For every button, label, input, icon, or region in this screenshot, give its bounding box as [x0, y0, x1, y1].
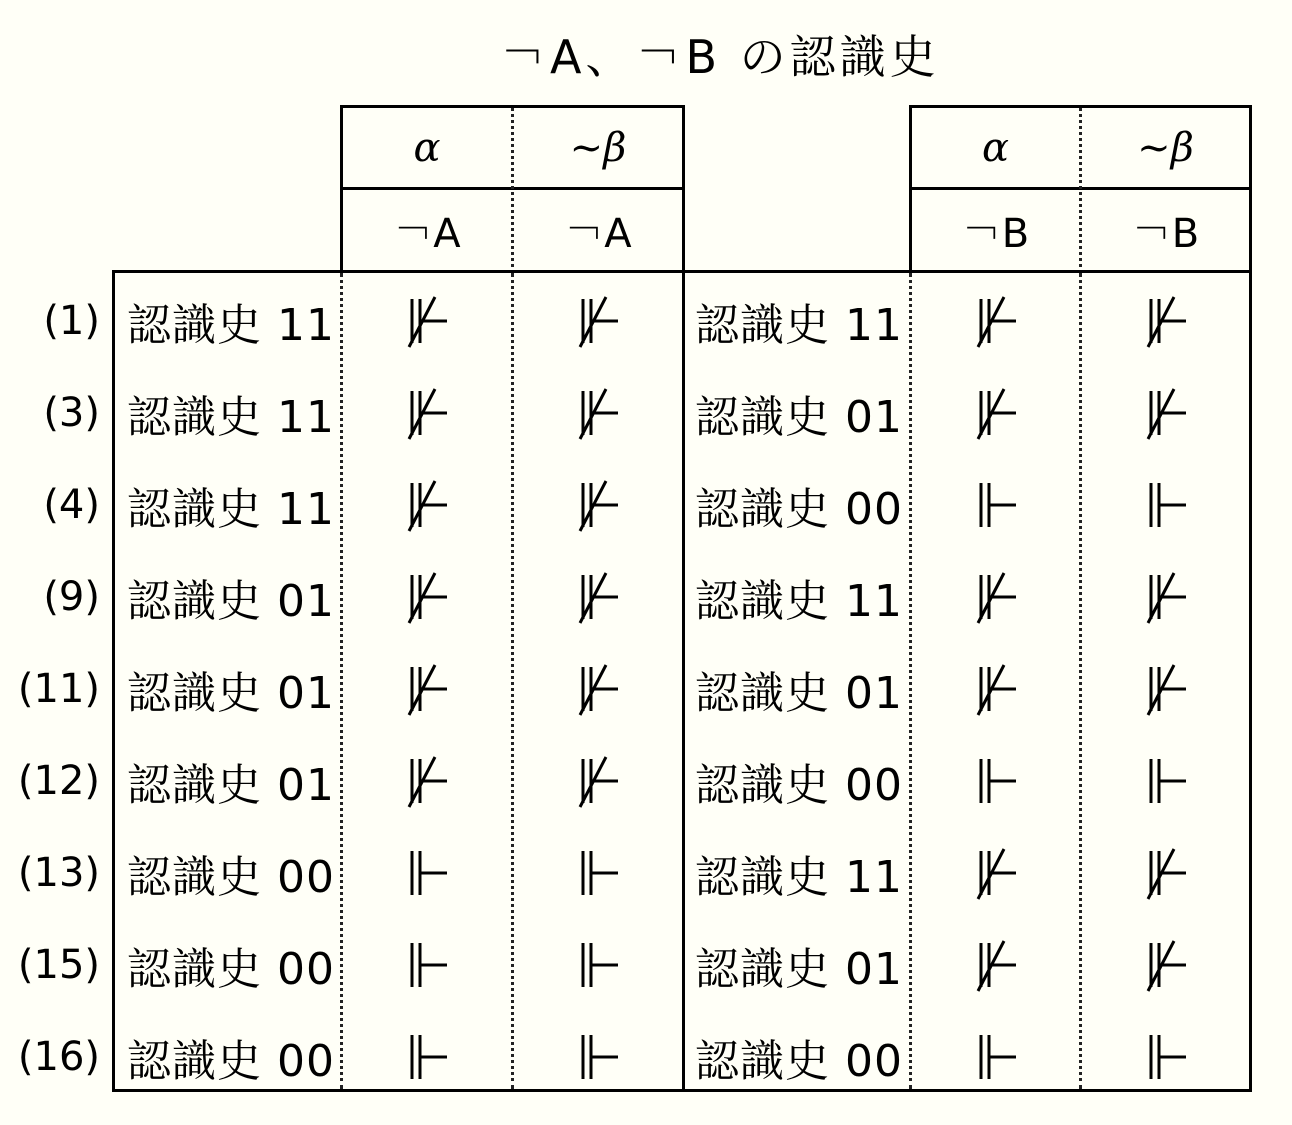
- left-col2-greek: ~β: [569, 124, 627, 171]
- row-label: (4): [43, 482, 100, 528]
- left-recognition-history: 認識史 01: [127, 576, 335, 627]
- left-recognition-history: 認識史 11: [127, 484, 335, 535]
- forces-symbol-icon: [343, 1011, 511, 1103]
- row-label: (13): [17, 850, 100, 896]
- left-recognition-history: 認識史 11: [127, 300, 335, 351]
- right-recognition-history: 認識史 11: [695, 576, 903, 627]
- not-forces-symbol-icon: [1082, 827, 1250, 919]
- not-forces-symbol-icon: [1082, 367, 1250, 459]
- forces-symbol-icon: [514, 827, 682, 919]
- right-col1-neg: ￢B: [961, 210, 1030, 257]
- right-recognition-history: 認識史 01: [695, 668, 903, 719]
- forces-symbol-icon: [514, 919, 682, 1011]
- not-forces-symbol-icon: [343, 367, 511, 459]
- forces-symbol-icon: [514, 1011, 682, 1103]
- right-recognition-history: 認識史 11: [695, 852, 903, 903]
- right-recognition-history: 認識史 11: [695, 300, 903, 351]
- left-col1-greek: α: [413, 124, 441, 171]
- not-forces-symbol-icon: [343, 275, 511, 367]
- left-recognition-history: 認識史 01: [127, 760, 335, 811]
- right-recognition-history: 認識史 01: [695, 944, 903, 995]
- not-forces-symbol-icon: [912, 643, 1080, 735]
- not-forces-symbol-icon: [1082, 919, 1250, 1011]
- not-forces-symbol-icon: [343, 551, 511, 643]
- not-forces-symbol-icon: [514, 551, 682, 643]
- right-col2-greek: ~β: [1137, 124, 1194, 171]
- not-forces-symbol-icon: [912, 919, 1080, 1011]
- not-forces-symbol-icon: [1082, 643, 1250, 735]
- row-label: (11): [17, 666, 100, 712]
- not-forces-symbol-icon: [912, 827, 1080, 919]
- row-label: (12): [17, 758, 100, 804]
- row-label: (15): [17, 942, 100, 988]
- not-forces-symbol-icon: [1082, 275, 1250, 367]
- left-recognition-history: 認識史 11: [127, 392, 335, 443]
- row-label: (1): [43, 298, 100, 344]
- left-recognition-history: 認識史 00: [127, 1036, 335, 1087]
- not-forces-symbol-icon: [514, 735, 682, 827]
- right-recognition-history: 認識史 00: [695, 760, 903, 811]
- not-forces-symbol-icon: [912, 551, 1080, 643]
- forces-symbol-icon: [912, 459, 1080, 551]
- row-label: (3): [43, 390, 100, 436]
- left-col2-neg: ￢A: [564, 210, 632, 257]
- forces-symbol-icon: [343, 919, 511, 1011]
- not-forces-symbol-icon: [514, 275, 682, 367]
- not-forces-symbol-icon: [514, 643, 682, 735]
- right-recognition-history: 認識史 00: [695, 1036, 903, 1087]
- right-col2-neg: ￢B: [1131, 210, 1200, 257]
- not-forces-symbol-icon: [912, 275, 1080, 367]
- forces-symbol-icon: [1082, 735, 1250, 827]
- not-forces-symbol-icon: [514, 367, 682, 459]
- not-forces-symbol-icon: [912, 367, 1080, 459]
- forces-symbol-icon: [912, 1011, 1080, 1103]
- not-forces-symbol-icon: [343, 643, 511, 735]
- not-forces-symbol-icon: [514, 459, 682, 551]
- forces-symbol-icon: [343, 827, 511, 919]
- forces-symbol-icon: [1082, 459, 1250, 551]
- right-recognition-history: 認識史 00: [695, 484, 903, 535]
- row-label: (9): [43, 574, 100, 620]
- right-col1-greek: α: [981, 124, 1009, 171]
- not-forces-symbol-icon: [1082, 551, 1250, 643]
- left-col1-neg: ￢A: [393, 210, 461, 257]
- left-recognition-history: 認識史 00: [127, 944, 335, 995]
- page-title: ￢A、￢B の認識史: [500, 30, 940, 84]
- left-recognition-history: 認識史 00: [127, 852, 335, 903]
- forces-symbol-icon: [912, 735, 1080, 827]
- forces-symbol-icon: [1082, 1011, 1250, 1103]
- body-center-divider: [682, 273, 685, 1089]
- not-forces-symbol-icon: [343, 459, 511, 551]
- row-label: (16): [17, 1034, 100, 1080]
- left-recognition-history: 認識史 01: [127, 668, 335, 719]
- right-recognition-history: 認識史 01: [695, 392, 903, 443]
- not-forces-symbol-icon: [343, 735, 511, 827]
